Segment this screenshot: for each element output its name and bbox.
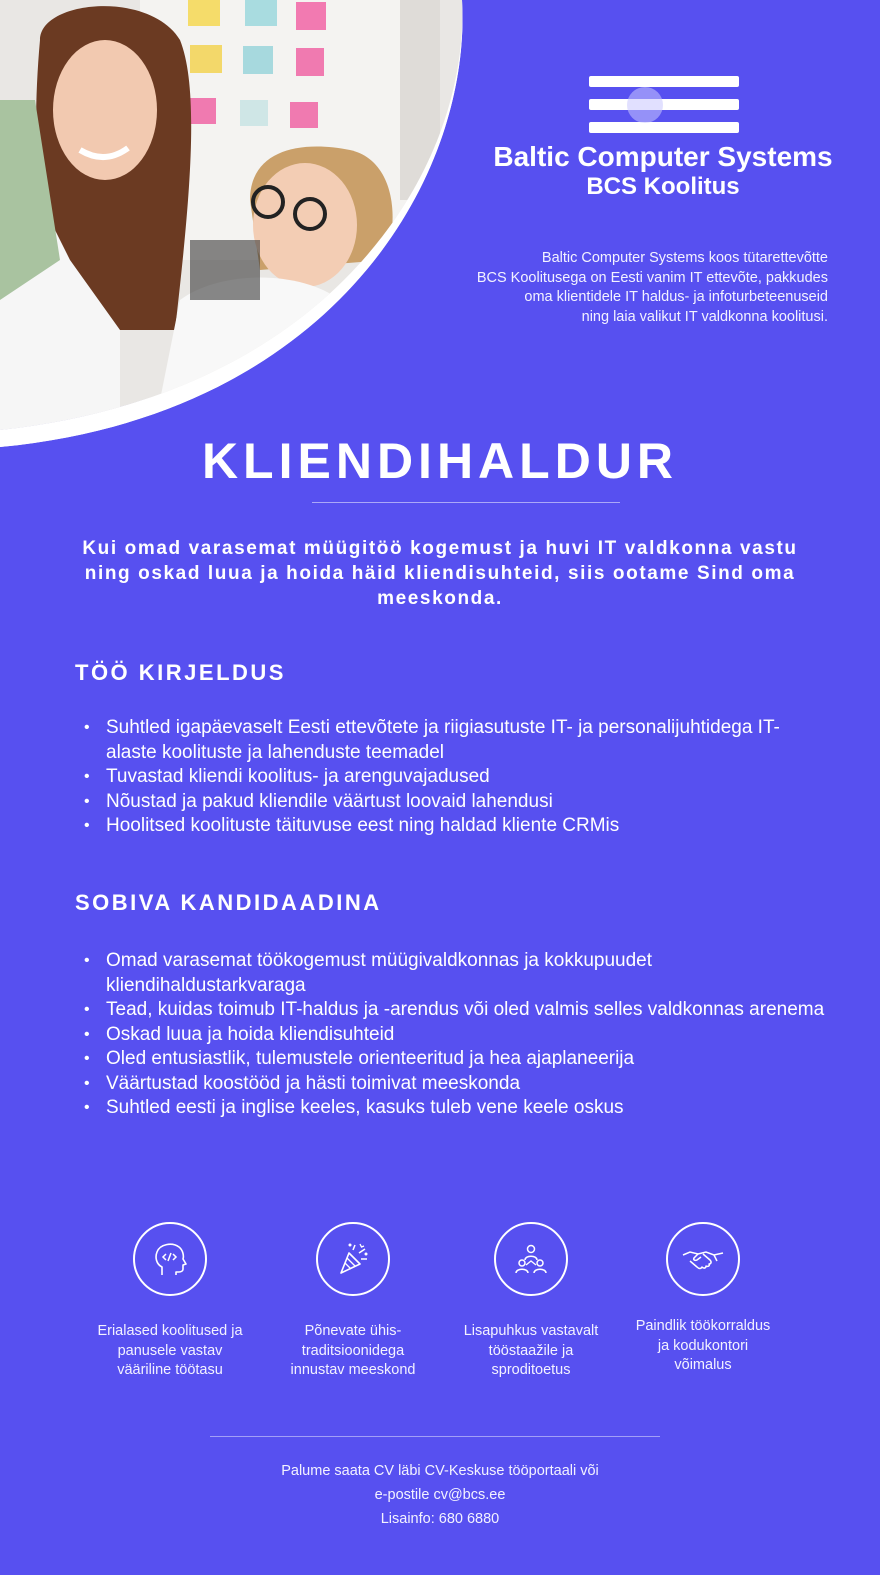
benefit-icon-circle: [316, 1222, 390, 1296]
benefit-line: tööstaažile ja: [488, 1342, 574, 1359]
job-title: KLIENDIHALDUR: [201, 433, 679, 489]
intro-line: BCS Koolitusega on Eesti vanim IT ettevõte, pakkudes: [476, 269, 828, 286]
handshake-icon: [681, 1239, 725, 1279]
benefit-icon-circle: [133, 1222, 207, 1296]
list-item: • Tead, kuidas toimub IT-haldus ja -arendus või oled valmis selles valdkonnas arenema: [80, 998, 830, 1023]
list-item: • Oled entusiastlik, tulemustele orienteeritud ja hea ajaplaneerija: [80, 1047, 830, 1072]
benefit-flexible-work: [618, 1222, 788, 1376]
title-divider: [312, 502, 620, 503]
bcs-logo-icon: [583, 72, 743, 138]
benefit-line: innustav meeskond: [290, 1362, 416, 1378]
benefit-line: Erialased koolitused ja: [97, 1323, 243, 1339]
benefit-line: traditsioonidega: [301, 1342, 405, 1359]
hero-image: [0, 0, 880, 450]
party-popper-icon: [333, 1239, 373, 1279]
footer-phone-line: Lisainfo: 680 6880: [380, 1511, 500, 1527]
benefit-vacation: [446, 1222, 616, 1381]
team-people-icon: [511, 1239, 551, 1279]
footer-contact: [0, 1459, 880, 1531]
benefit-team: [268, 1222, 438, 1381]
list-item: • Oskad luua ja hoida kliendisuhteid: [80, 1023, 830, 1048]
list-item: • Väärtustad koostööd ja hästi toimivat meeskonda: [80, 1072, 830, 1097]
description-list: [80, 716, 830, 839]
benefit-icon-circle: [666, 1222, 740, 1296]
brand-block: [470, 72, 856, 202]
list-item: • Suhtled igapäevaselt Eesti ettevõtete ja riigiasutuste IT- ja personalijuhtidega IT-alaste koolituste ja lahenduste teemadel: [80, 716, 830, 765]
footer-line: Palume saata CV läbi CV-Keskuse tööportaali või: [281, 1463, 599, 1479]
intro-line: ning laia valikut IT valdkonna koolitusi.: [581, 308, 828, 325]
list-item: • Hoolitsed koolituste täituvuse eest ning haldad kliente CRMis: [80, 814, 830, 839]
benefit-line: Põnevate ühis-: [304, 1323, 402, 1339]
benefit-line: sproditoetus: [491, 1362, 571, 1378]
benefit-text: [618, 1317, 788, 1376]
benefit-icon-circle: [494, 1222, 568, 1296]
brand-name: Baltic Computer Systems: [493, 141, 833, 172]
head-code-icon: [150, 1239, 190, 1279]
intro-line: Baltic Computer Systems koos tütarettevõtte: [541, 250, 828, 266]
section-title-description: TÖÖ KIRJELDUS: [75, 660, 286, 685]
footer-divider: [210, 1436, 660, 1437]
list-item: • Omad varasemat töökogemust müügivaldkonnas ja kokkupuudet kliendihaldustarkvaraga: [80, 949, 830, 998]
benefit-line: vääriline töötasu: [117, 1362, 223, 1378]
benefit-line: Paindlik töökorraldus: [635, 1318, 771, 1334]
benefit-line: võimalus: [674, 1357, 732, 1373]
benefit-text: [85, 1322, 255, 1381]
intro-line: oma klientidele IT haldus- ja infoturbeteenuseid: [524, 289, 828, 305]
benefit-line: Lisapuhkus vastavalt: [463, 1323, 599, 1339]
job-lead: Kui omad varasemat müügitöö kogemust ja huvi IT valdkonna vastu ning oskad luua ja hoida häid kliendisuhteid, siis ootame Sind oma meeskonda.: [82, 538, 798, 609]
brand-subtitle: BCS Koolitus: [586, 173, 740, 200]
hero-photo: [0, 0, 880, 450]
list-item: • Tuvastad kliendi koolitus- ja arenguvajadused: [80, 765, 830, 790]
list-item: • Suhtled eesti ja inglise keeles, kasuks tuleb vene keele oskus: [80, 1096, 830, 1121]
candidate-list: [80, 949, 830, 1121]
footer-email-line[interactable]: e-postile cv@bcs.ee: [374, 1487, 506, 1503]
company-intro: [408, 249, 828, 327]
benefit-line: panusele vastav: [117, 1342, 223, 1359]
benefit-text: [268, 1322, 438, 1381]
list-item: • Nõustad ja pakud kliendile väärtust loovaid lahendusi: [80, 790, 830, 815]
section-title-candidate: SOBIVA KANDIDAADINA: [75, 890, 382, 915]
benefit-training: [85, 1222, 255, 1381]
benefit-text: [446, 1322, 616, 1381]
benefit-line: ja kodukontori: [657, 1337, 749, 1354]
